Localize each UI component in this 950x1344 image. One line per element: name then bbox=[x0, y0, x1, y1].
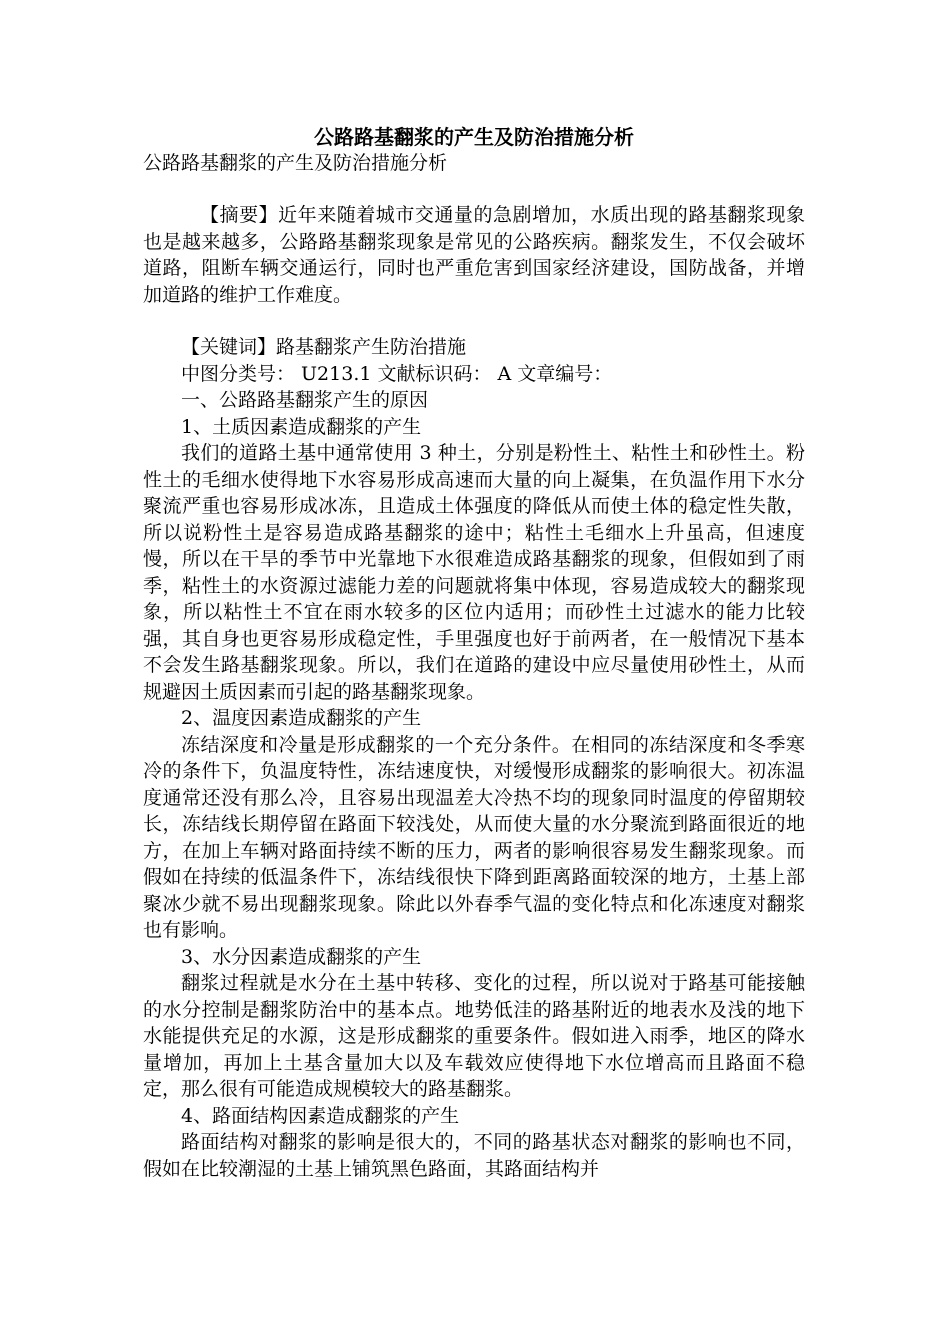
paragraph-soil: 我们的道路土基中通常使用 3 种土，分别是粉性土、粘性土和砂性土。粉性土的毛细水使得地下水容易形成高速而大量的向上凝集，在负温作用下水分聚流严重也容易形成冰冻，且造成土体强度的降低从而使土体的稳定性失散，所以说粉性土是容易造成路基翻浆的途中；粘性土毛细水上升虽高，但速度慢，所以在干旱的季节中光靠地下水很难造成路基翻浆的现象，但假如到了雨季，粘性土的水资源过滤能力差的问题就将集中体现，容易造成较大的翻浆现象，所以粘性土不宜在雨水较多的区位内适用；而砂性土过滤水的能力比较强，其自身也更容易形成稳定性，手里强度也好于前两者，在一般情况下基本不会发生路基翻浆现象。所以，我们在道路的建设中应尽量使用砂性土，从而规避因土质因素而引起的路基翻浆现象。 bbox=[143, 442, 805, 703]
subheading-temperature: 2、温度因素造成翻浆的产生 bbox=[181, 707, 422, 729]
document-body bbox=[143, 124, 805, 1182]
keywords-line: 【关键词】路基翻浆产生防治措施 bbox=[181, 336, 467, 358]
subheading-pavement: 4、路面结构因素造成翻浆的产生 bbox=[181, 1104, 460, 1127]
paragraph-water: 翻浆过程就是水分在土基中转移、变化的过程，所以说对于路基可能接触的水分控制是翻浆防治中的基本点。地势低洼的路基附近的地表水及浅的地下水能提供充足的水源，这是形成翻浆的重要条件。假如进入雨季，地区的降水量增加，再加上土基含量加大以及车载效应使得地下水位增高而且路面不稳定，那么很有可能造成规模较大的路基翻浆。 bbox=[143, 972, 805, 1100]
document-subtitle: 公路路基翻浆的产生及防治措施分析 bbox=[143, 152, 448, 174]
classification-line: 中图分类号： U213.1 文献标识码： A 文章编号： bbox=[181, 362, 613, 385]
paragraph-pavement: 路面结构对翻浆的影响是很大的，不同的路基状态对翻浆的影响也不同，假如在比较潮湿的土基上铺筑黑色路面，其路面结构并 bbox=[143, 1131, 805, 1180]
abstract-paragraph: 【摘要】近年来随着城市交通量的急剧增加，水质出现的路基翻浆现象也是越来越多，公路路基翻浆现象是常见的公路疾病。翻浆发生，不仅会破坏道路，阻断车辆交通运行，同时也严重危害到国家经济建设，国防战备，并增加道路的维护工作难度。 bbox=[143, 204, 805, 306]
document-title: 公路路基翻浆的产生及防治措施分析 bbox=[314, 125, 634, 149]
paragraph-temperature: 冻结深度和冷量是形成翻浆的一个充分条件。在相同的冻结深度和冬季寒冷的条件下，负温度特性，冻结速度快，对缓慢形成翻浆的影响很大。初冻温度通常还没有那么冷，且容易出现温差大冷热不均的现象同时温度的停留期较长，冻结线长期停留在路面下较浅处，从而使大量的水分聚流到路面很近的地方，在加上车辆对路面持续不断的压力，两者的影响很容易发生翻浆现象。而假如在持续的低温条件下，冻结线很快下降到距离路面较深的地方，土基上部聚冰少就不易出现翻浆现象。除此以外春季气温的变化特点和化冻速度对翻浆也有影响。 bbox=[143, 733, 805, 941]
subheading-soil: 1、土质因素造成翻浆的产生 bbox=[181, 415, 422, 438]
subheading-water: 3、水分因素造成翻浆的产生 bbox=[181, 945, 422, 968]
section-heading-causes: 一、公路路基翻浆产生的原因 bbox=[181, 389, 429, 411]
